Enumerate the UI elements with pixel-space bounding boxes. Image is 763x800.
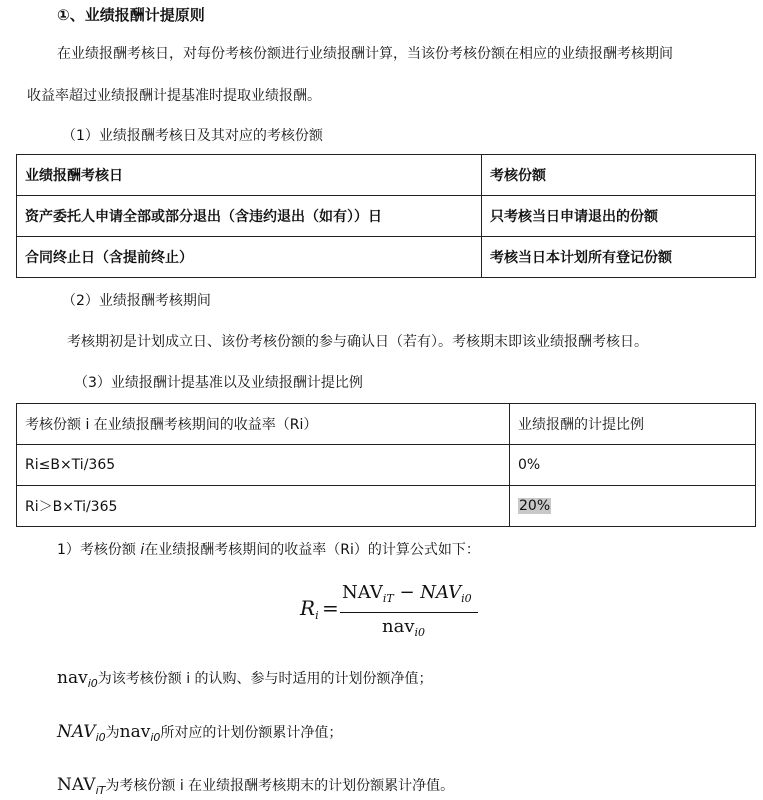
table-cell: 考核当日本计划所有登记份额 — [482, 237, 756, 278]
formula-num-b: NAV — [420, 582, 462, 603]
table-header-row — [17, 155, 756, 196]
def-symbol-sub: iT — [95, 784, 106, 797]
benchmark-ratio-table — [16, 403, 756, 527]
formula-num-b-sub: i0 — [461, 592, 472, 605]
formula-denominator — [382, 616, 425, 639]
fraction-bar — [340, 612, 478, 613]
table-cell: 0% — [510, 445, 756, 486]
formula-num-a: NAV — [342, 582, 383, 603]
def-symbol-sub: i0 — [87, 677, 98, 690]
subheading-2: （2）业绩报酬考核期间 — [62, 293, 211, 309]
definition-NAV-iT — [57, 775, 454, 797]
formula-intro-suffix: 在业绩报酬考核期间的收益率（Ri）的计算公式如下： — [144, 542, 480, 558]
def-symbol: NAV — [57, 775, 96, 795]
table-cell: Ri≤B×Ti/365 — [17, 445, 510, 486]
table-header-cell: 考核份额 i 在业绩报酬考核期间的收益率（Ri） — [17, 404, 510, 445]
formula-den-sub: i0 — [414, 626, 426, 639]
def-symbol: NAV — [57, 722, 96, 742]
table-cell: 资产委托人申请全部或部分退出（含违约退出（如有））日 — [17, 196, 482, 237]
def-symbol: nav — [57, 668, 88, 688]
def-mid: 为 — [105, 725, 120, 741]
table-header-row — [17, 404, 756, 445]
table-row — [17, 196, 756, 237]
intro-line-1: 在业绩报酬考核日，对每份考核份额进行业绩报酬计算，当该份考核份额在相应的业绩报酬考核期间 — [57, 46, 673, 62]
table-cell: 只考核当日申请退出的份额 — [482, 196, 756, 237]
highlighted-value: 20% — [519, 498, 551, 514]
def-symbol-2-sub: i0 — [150, 731, 161, 744]
assessment-day-table — [16, 154, 756, 278]
formula-minus: − — [393, 582, 421, 603]
table-cell — [510, 486, 756, 527]
definition-NAV-i0 — [57, 722, 342, 744]
table-header-cell: 业绩报酬考核日 — [17, 155, 482, 196]
section-title: ①、业绩报酬计提原则 — [57, 6, 205, 24]
formula-intro-prefix: 1）考核份额 — [57, 542, 141, 558]
period-description: 考核期初是计划成立日、该份考核份额的参与确认日（若有）。考核期末即该业绩报酬考核日。 — [67, 334, 648, 350]
def-symbol-2: nav — [119, 722, 151, 742]
def-text: 为考核份额 i 在业绩报酬考核期末的计划份额累计净值。 — [105, 778, 455, 794]
formula-intro-var: i — [140, 542, 145, 558]
formula-intro — [57, 540, 480, 560]
formula-lhs-sub: i — [315, 609, 319, 622]
definition-nav-i0 — [57, 668, 433, 690]
table-header-cell: 考核份额 — [482, 155, 756, 196]
table-row — [17, 486, 756, 527]
subheading-1: （1）业绩报酬考核日及其对应的考核份额 — [62, 128, 323, 144]
table-cell: Ri＞B×Ti/365 — [17, 486, 510, 527]
formula-lhs-symbol: R — [300, 596, 316, 620]
def-text: 所对应的计划份额累计净值； — [160, 725, 343, 741]
formula-den: nav — [382, 616, 415, 637]
formula-equals: = — [322, 596, 339, 620]
formula-numerator — [342, 582, 472, 605]
formula-lhs — [300, 596, 319, 622]
def-symbol-sub: i0 — [95, 731, 106, 744]
def-text: 为该考核份额 i 的认购、参与时适用的计划份额净值； — [97, 671, 433, 687]
intro-line-2: 收益率超过业绩报酬计提基准时提取业绩报酬。 — [27, 88, 321, 104]
table-header-cell: 业绩报酬的计提比例 — [510, 404, 756, 445]
formula-num-a-sub: iT — [382, 592, 394, 605]
subheading-3: （3）业绩报酬计提基准以及业绩报酬计提比例 — [74, 375, 363, 391]
table-row — [17, 237, 756, 278]
table-row — [17, 445, 756, 486]
table-cell: 合同终止日（含提前终止） — [17, 237, 482, 278]
